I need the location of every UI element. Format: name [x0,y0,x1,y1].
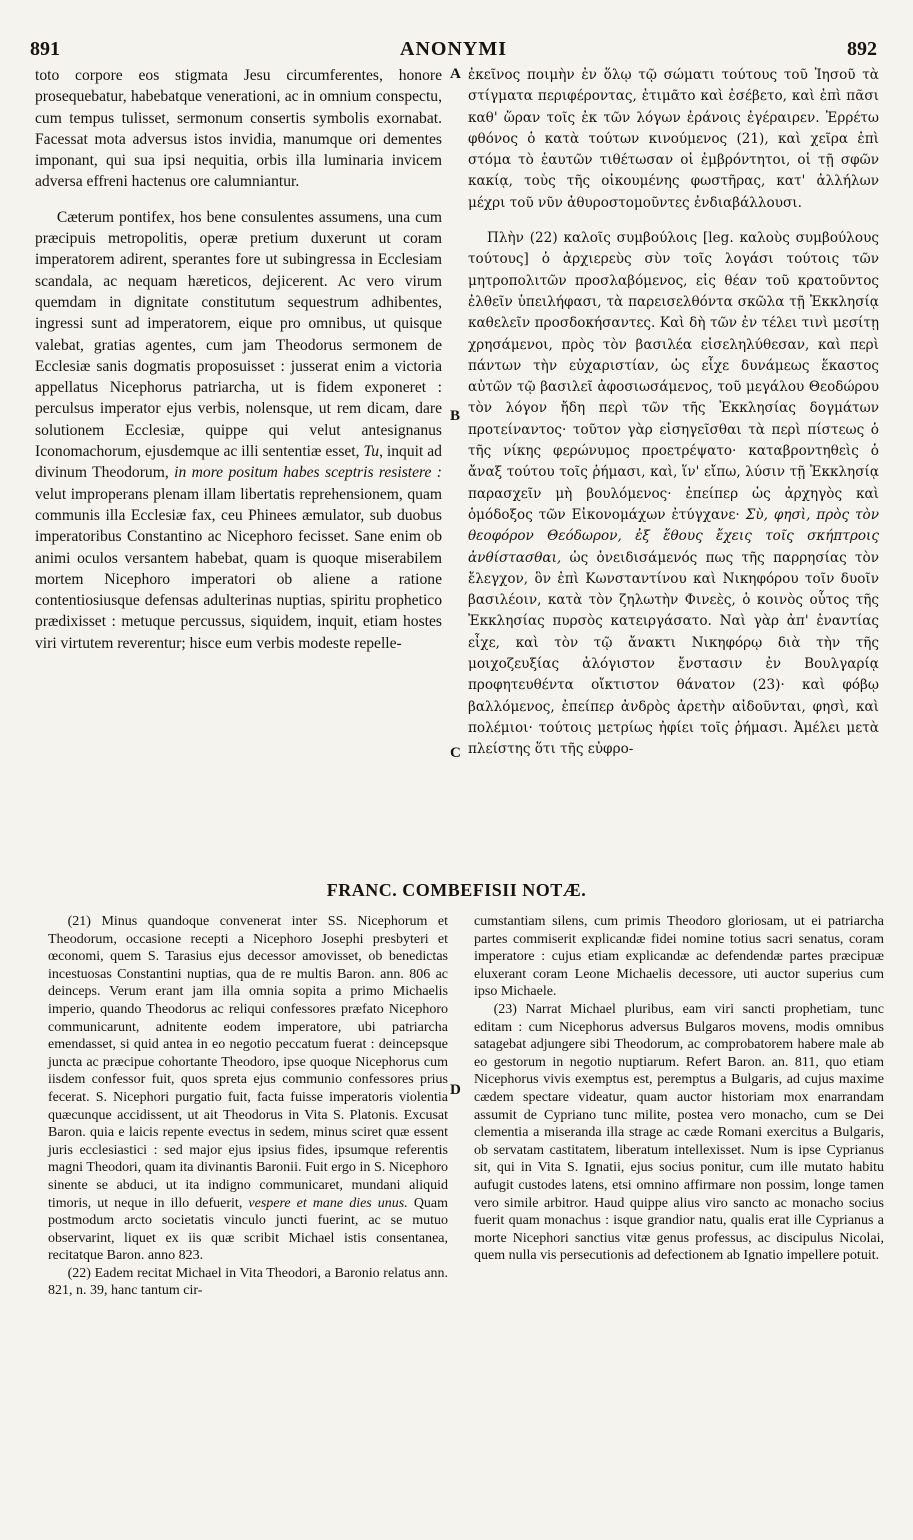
latin-text: velut improperans plenam illam libertatis reprehensionem, quam communis illa Ecclesiæ fax, ceu Phinees æmulator, sub duobus imperatoribus Constantino ac Nicephoro fecisset. Sane enim ob animi oculos versantem habebat, quam is quoque miserabilem mortem Nicephoro imperatori ob aliene a ratione contentiosiusque defensas adulterinas nuptias, spiritu prophetico prædixisset : metuque percussus, siquidem, inquit, etiam hostes viri virtutem reverentur; hisce eum verbis modeste repelle- [35,485,442,652]
page-header [30,38,877,66]
latin-quote: Tu [363,443,380,461]
latin-paragraph-2 [35,207,442,654]
margin-marker-d: D [450,1082,461,1098]
notes-left-column [48,913,448,1300]
note-text: (21) Minus quandoque convenerat inter SS. Nicephorum et Theodorum, occasione recepti a Nicephoro Josephi presbyteri et œconomi, quem S. Tarasius ejus decessor amovisset, ob benedictas incestuosas Constantini nuptias, qua de re multis Baron. ann. 806 ac deinceps. Verum erant jam illa omnia sopita a primo Michaelis imperio, quando Theodorus ac reliqui confessores præfato Nicephoro communicarunt, adnitente eodem imperatore, ubi patriarcha emendasset, si quid antea in eo negotio peccatum fuerat : deincepsque juncta ac præcipue cohortante Theodoro, ipse quoque Nicephorus cum iisdem confessor fuit, quos spreta ejus communio confessores prius fecerat. S. Nicephori purgatio fuit, facta fuisse imperatoris violentia quæcunque accidissent, ut ait Theodorus in Vita S. Platonis. Excusat Baron. quia e laicis repente evectus in sedem, minus sciret quæ essent juris ecclesiastici : sed major ejus ipsius fides, ipsumque referentis magni Theodori, quam ita divinantis Baronii. Fuit ergo in S. Nicephoro sinente se abduci, ut ita indigno communicaret, mundani aliquid timoris, ut neque in illo defuerit, [48,914,448,1211]
latin-column [35,65,442,654]
greek-text: ὡς ὀνειδισάμενός πως τῆς παρρησίας τὸν ἔλεγχον, ὃν ἐπὶ Κωνσταντίνου καὶ Νικηφόρου τοῖν δυοῖν βασιλέοιν, κατὰ τὸν ζηλωτὴν Φινεὲς, ὁ κοινὸς οὗτος τῆς Ἐκκλησίας πυρσὸς κατειργάσατο. Ναὶ γὰρ ἀπ' ἐναντίας εἶχε, καὶ τὸν τῷ ἄνακτι Νικηφόρῳ διὰ τὴν τῆς μοιχοζευξίας ἀλόγιστον ἔνστασιν ἐν Βουλγαρίᾳ προφητευθέντα οἴκτιστον θάνατον (23)· καὶ φόβῳ βαλλόμενος, ἐπείπερ ἀνδρὸς ἀρετὴν αἰδοῦνται, φησὶ, καὶ πολέμιοι· τούτοις μετρίως ἠφίει τοῖς ῥήμασι. Ἀμέλει μετὰ πλείστης ὅτι τῆς εὐφρο- [468,549,880,758]
notes-heading: FRANC. COMBEFISII NOTÆ. [326,880,587,900]
margin-marker-c: C [450,745,461,761]
greek-paragraph-1: ἐκεῖνος ποιμὴν ἐν ὅλῳ τῷ σώματι τούτους τοῦ Ἰησοῦ τὰ στίγματα περιφέροντας, ἐτιμᾶτο καὶ ἐσέβετο, καὶ ἐπὶ πᾶσι καθ' ὥραν τοῖς ἐκ τῶν λόγων ἐράνοις ἐγέραιρεν. Ἐρρέτω φθόνος ὁ κατὰ τούτων κινούμενος (21), καὶ χεῖρα ἐπὶ στόμα τὸ ἑαυτῶν τιθέτωσαν οἱ ἐμβρόντητοι, οἱ τῇ σφῶν κακίᾳ, τοὺς τῆς οἰκουμένης φωστῆρας, κατ' ἀλλήλων μέχρι τοῦ νῦν ἀθυροστομοῦντες ἐνδιαβάλλουσι. [468,67,879,211]
note-23: (23) Narrat Michael pluribus, eam viri sancti prophetiam, tunc editam : cum Nicephorus adversus Bulgaros movens, modis omnibus satagebat adjungere sibi Theodorum, ac comprobatorem habere male ab eo gestorum in negotio nuptiarum. Refert Baron. an. 811, quo etiam Nicephorus vivis exemptus est, peremptus a Bulgaris, ad cujus maxime cædem spectare videatur, quam auctor historiam mox enarrandam assumit de Cypriano tunc milite, postea vero monacho, cum se Dei clementia a miseranda illa strage ac cæde Romani exercitus a Bulgaris, ob servatam castitatem, liberatum intellexisset. Num is ipse Cyprianus sit, qui in Vita S. Ignatii, ejus socius ponitur, cum ille mutato habitu aufugit custodes latens, etsi omnino affirmare non possim, longe tamen vero simile arbitror. Haud quippe alius viro sancto ac monacho socius fuerit quam monachus : isque grandior natu, qualis erat ille Cyprianus a morte Nicephori sanctius vitæ genus professus, ac discipulus Nicolai, quem nulla vis persecutionis ad defectionem ab Ignatio impellere potuit. [474,1001,884,1264]
note-22-continued: cumstantiam silens, cum primis Theodoro gloriosam, ut ei patriarcha partes commiserit explicandæ fidei nomine totius sacri senatus, coram imperatore : cujus etiam explicandæ ac defendendæ partes præcipuæ eluxerant coram Leone Michaelis decessore, uti auctor superius cum ipso Michaele. [474,914,884,1000]
right-page-number: 892 [847,38,877,60]
note-quote: vespere et mane dies unus. [248,1195,408,1211]
running-title: ANONYMI [400,38,507,60]
margin-marker-a: A [450,66,461,82]
margin-marker-b: B [450,408,461,424]
greek-paragraph-2 [468,228,879,760]
latin-paragraph-1: toto corpore eos stigmata Jesu circumferentes, honore prosequebatur, habebatque venerationi, ac in omnium conspectu, cum tempus tulisset, sermonum consertis symbolis exornabat. Facessat mota adversus istos invidia, manumque ori dementes imponant, qui sua ipsi nequitia, orbis illa luminaria invicem adversa effreni hactenus ore calumniantur. [35,67,442,191]
note-22: (22) Eadem recitat Michael in Vita Theodori, a Baronio relatus ann. 821, n. 39, hanc tantum cir- [48,1265,448,1299]
latin-text: Cæterum pontifex, hos bene consulentes assumens, una cum præcipuis metropolitis, operæ pretium duxerunt ut coram imperatorem adirent, sperantes fore ut subingressa in Ecclesiam scandala, ac nequam hæreticos, dejicerent. Ac vero virum quemdam in dignitate constitutum sequestrum adhibentes, ingressi sunt ad imperatorem, eique pro omnibus, ut quisque valebat, gratias agentes, cum jam Theodorus sermonem de Ecclesiæ sanis dogmatis proposuisset : jusserat enim a victoria appellatus Nicephorus patriarcha, ut is fidem exponeret : perculsus imperator ejus verbis, nolensque, ut rem dicam, dare solutionem Ecclesiæ, quippe qui velut antesignanus Iconomachorum, ejusdemque ac illi sententiæ esset, [35,208,442,461]
greek-column [468,65,879,761]
greek-text: Πλὴν (22) καλοῖς συμβούλοις [leg. καλοὺς συμβούλους τούτους] ὁ ἀρχιερεὺς σὺν τοῖς λογάσι τούτοις τῶν μητροπολιτῶν προσλαβόμενος, εἰς θέαν τοῦ κρατοῦντος ἐλθεῖν ὑπειλήφασι, τὰ παρεισελθόντα σκῶλα τῇ Ἐκκλησίᾳ καθελεῖν προσδοκήσαντες. Καὶ δὴ τῶν ἐν τέλει τινὶ μεσίτῃ χρησάμενοι, πρὸς τὸν βασιλέα εἰσεληλύθεσαν, καὶ περὶ πάντων τὴν εὐχαριστίαν, ὡς εἶχε δυνάμεως ἕκαστος αὐτῶν τῷ βασιλεῖ ἀφοσιωσάμενος, τοῦ μεγάλου Θεοδώρου τὸν λόγον ἤδη περὶ τῶν τῆς Ἐκκλησίας δογμάτων προτείναντος· τοῦτον γὰρ εἰσηγεῖσθαι τὰ περὶ πίστεως ὁ τῆς νίκης φερώνυμος προετρέψατο· καταβροντηθεὶς ὁ ἄναξ τούτου τοῖς ῥήμασι, καὶ, ἵν' εἴπω, λύσιν τῇ Ἐκκλησίᾳ παρασχεῖν μὴ βουλόμενος· ἐπείπερ ὡς ἀρχηγὸς καὶ ὁμόδοξος τῶν Εἰκονομάχων ἐτύγχανε· [468,230,879,523]
left-page-number: 891 [30,38,60,60]
note-text: Quam postmodum arcto societatis vinculo juncti fuerint, ac se mutuo observarint, liquet ex iis quæ scribit Michael istis consentanea, recitatque Baron. anno 823. [48,1195,449,1264]
greek-quote: Σὺ, φησὶ, πρὸς τὸν θεοφόρον Θεόδωρον, ἐξ ἔθους ἔχεις τοῖς σκήπτροις ἀνθίστασθαι, [468,506,879,566]
note-21 [48,913,448,1265]
latin-text: , inquit ad divinum Theodorum, [35,443,442,482]
notes-right-column [474,913,884,1265]
latin-quote: in more positum habes sceptris resistere : [174,464,442,482]
